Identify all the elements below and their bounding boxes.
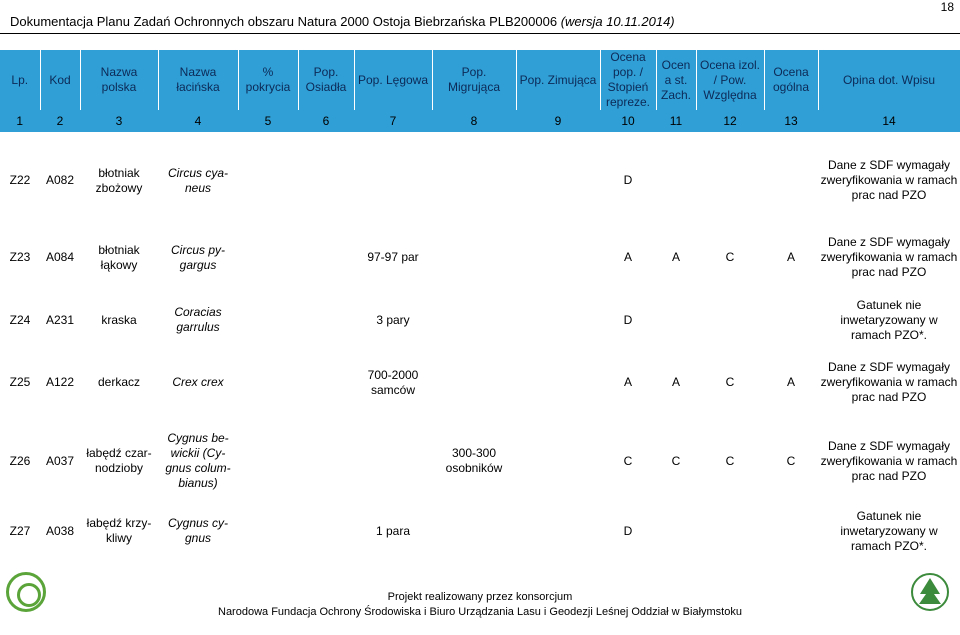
column-number: 9 [516,110,600,132]
cell-polska: łabędź czar-nodzioby [86,446,152,475]
cell-opinia: Dane z SDF wymagały zweryfikowania w ramach prac nad PZO [820,438,958,483]
cell-pokrycia [238,421,298,501]
cell-izol: C [725,375,735,389]
cell-repreze: A [623,250,632,264]
species-table [0,50,960,561]
cell-zach: C [671,453,681,468]
table-row [0,501,960,561]
cell-zimujaca [516,219,600,296]
cell-polska: derkacz [97,375,141,389]
cell-legowa [354,142,432,219]
cell-osiadla [298,344,354,421]
cell-kod: A231 [45,312,75,327]
column-header: Nazwa polska [80,50,158,110]
column-number: 11 [656,110,696,132]
table-row [0,219,960,296]
cell-zimujaca [516,421,600,501]
cell-polska: błotniak łąkowy [98,242,140,272]
cell-migrujaca [432,219,516,296]
table-row [0,344,960,421]
cell-legowa: 700-2000 samców [367,367,419,397]
column-number: 6 [298,110,354,132]
column-header: Ocena pop. / Stopień repreze. [600,50,656,110]
table-row [0,296,960,344]
cell-osiadla [298,142,354,219]
cell-repreze: D [623,173,633,187]
cell-lp: Z22 [9,173,31,187]
column-header: Ocen a st. Zach. [656,50,696,110]
table-row [0,142,960,219]
column-number: 12 [696,110,764,132]
cell-polska: kraska [101,312,137,327]
column-header: Pop. Migrująca [432,50,516,110]
cell-lp: Z23 [9,250,31,264]
cell-repreze: C [623,453,633,468]
column-header: Ocena izol. / Pow. Względna [696,50,764,110]
cell-lacinska: Cygnus be-wickii (Cy-gnus colum-bianus) [165,431,231,490]
cell-ogolna [764,296,818,344]
column-header: Ocena ogólna [764,50,818,110]
footer-line-1: Projekt realizowany przez konsorcjum [387,591,573,603]
cell-migrujaca [432,296,516,344]
cell-izol: C [725,250,735,264]
cell-kod: A084 [45,250,75,264]
column-number: 10 [600,110,656,132]
cell-kod: A037 [45,453,75,468]
cell-lp: Z24 [9,312,31,327]
cell-kod: A122 [45,375,75,389]
cell-migrujaca: 300-300 osobników [445,446,503,475]
cell-polska: błotniak zbożowy [95,165,143,195]
cell-ogolna [764,142,818,219]
column-number: 14 [818,110,960,132]
cell-osiadla [298,219,354,296]
cell-legowa: 1 para [375,523,411,538]
header-rule [0,33,960,34]
cell-pokrycia [238,344,298,421]
column-header: Pop. Zimująca [516,50,600,110]
column-header: Lp. [0,50,40,110]
cell-pokrycia [238,142,298,219]
column-number: 4 [158,110,238,132]
cell-migrujaca [432,142,516,219]
cell-zimujaca [516,296,600,344]
page-footer [0,590,960,620]
cell-izol [696,142,764,219]
cell-repreze: A [623,375,632,389]
cell-opinia: Dane z SDF wymagały zweryfikowania w ramach prac nad PZO [820,158,958,202]
cell-zimujaca [516,501,600,561]
cell-lp: Z26 [9,453,31,468]
column-header: % pokrycia [238,50,298,110]
cell-legowa: 97-97 par [367,250,419,264]
footer-line-2: Narodowa Fundacja Ochrony Środowiska i Biuro Urządzania Lasu i Geodezji Leśnej Oddział w Białymstoku [218,606,742,618]
column-number: 13 [764,110,818,132]
cell-lacinska: Coracias garrulus [174,305,222,334]
cell-pokrycia [238,219,298,296]
page-number: 18 [940,0,954,14]
column-header-row [0,50,960,110]
cell-opinia: Gatunek nie inwetaryzowany w ramach PZO*. [840,297,938,342]
cell-ogolna: A [786,250,795,264]
column-number: 3 [80,110,158,132]
document-title: Dokumentacja Planu Zadań Ochronnych obszaru Natura 2000 Ostoja Biebrzańska PLB200006 (wersja 10.11.2014) [10,14,675,29]
cell-osiadla [298,421,354,501]
cell-polska: łabędź krzy-kliwy [86,516,152,545]
cell-zimujaca [516,142,600,219]
cell-osiadla [298,296,354,344]
cell-zimujaca [516,344,600,421]
cell-zach: A [671,375,680,389]
column-number: 1 [0,110,40,132]
cell-pokrycia [238,296,298,344]
cell-kod: A038 [45,523,75,538]
column-number: 8 [432,110,516,132]
cell-izol [696,296,764,344]
cell-lacinska: Circus cya-neus [167,165,228,195]
column-header: Pop. Osiadła [298,50,354,110]
cell-lacinska: Crex crex [172,375,224,389]
column-header: Kod [40,50,80,110]
cell-izol: C [725,453,735,468]
cell-izol [696,501,764,561]
cell-opinia: Gatunek nie inwetaryzowany w ramach PZO*. [840,508,938,553]
column-header: Nazwa łacińska [158,50,238,110]
cell-zach: A [671,250,680,264]
cell-zach [656,142,696,219]
column-number: 2 [40,110,80,132]
cell-migrujaca [432,501,516,561]
cell-pokrycia [238,501,298,561]
cell-zach [656,501,696,561]
cell-migrujaca [432,344,516,421]
cell-lacinska: Circus py-gargus [170,242,225,272]
cell-lp: Z27 [9,523,31,538]
column-header: Opina dot. Wpisu [818,50,960,110]
cell-kod: A082 [45,173,75,187]
cell-ogolna: A [786,375,795,389]
cell-repreze: D [623,312,633,327]
cell-ogolna [764,501,818,561]
column-header: Pop. Lęgowa [354,50,432,110]
cell-legowa [354,421,432,501]
cell-lacinska: Cygnus cy-gnus [167,516,229,545]
cell-lp: Z25 [9,375,31,389]
cell-zach [656,296,696,344]
cell-ogolna: C [786,453,796,468]
cell-osiadla [298,501,354,561]
column-number-row [0,110,960,132]
cell-repreze: D [623,523,633,538]
document-version: (wersja 10.11.2014) [560,14,675,29]
cell-opinia: Dane z SDF wymagały zweryfikowania w ramach prac nad PZO [820,360,958,404]
cell-legowa: 3 pary [376,312,410,327]
cell-opinia: Dane z SDF wymagały zweryfikowania w ramach prac nad PZO [820,235,958,279]
column-number: 7 [354,110,432,132]
table-row [0,421,960,501]
column-number: 5 [238,110,298,132]
